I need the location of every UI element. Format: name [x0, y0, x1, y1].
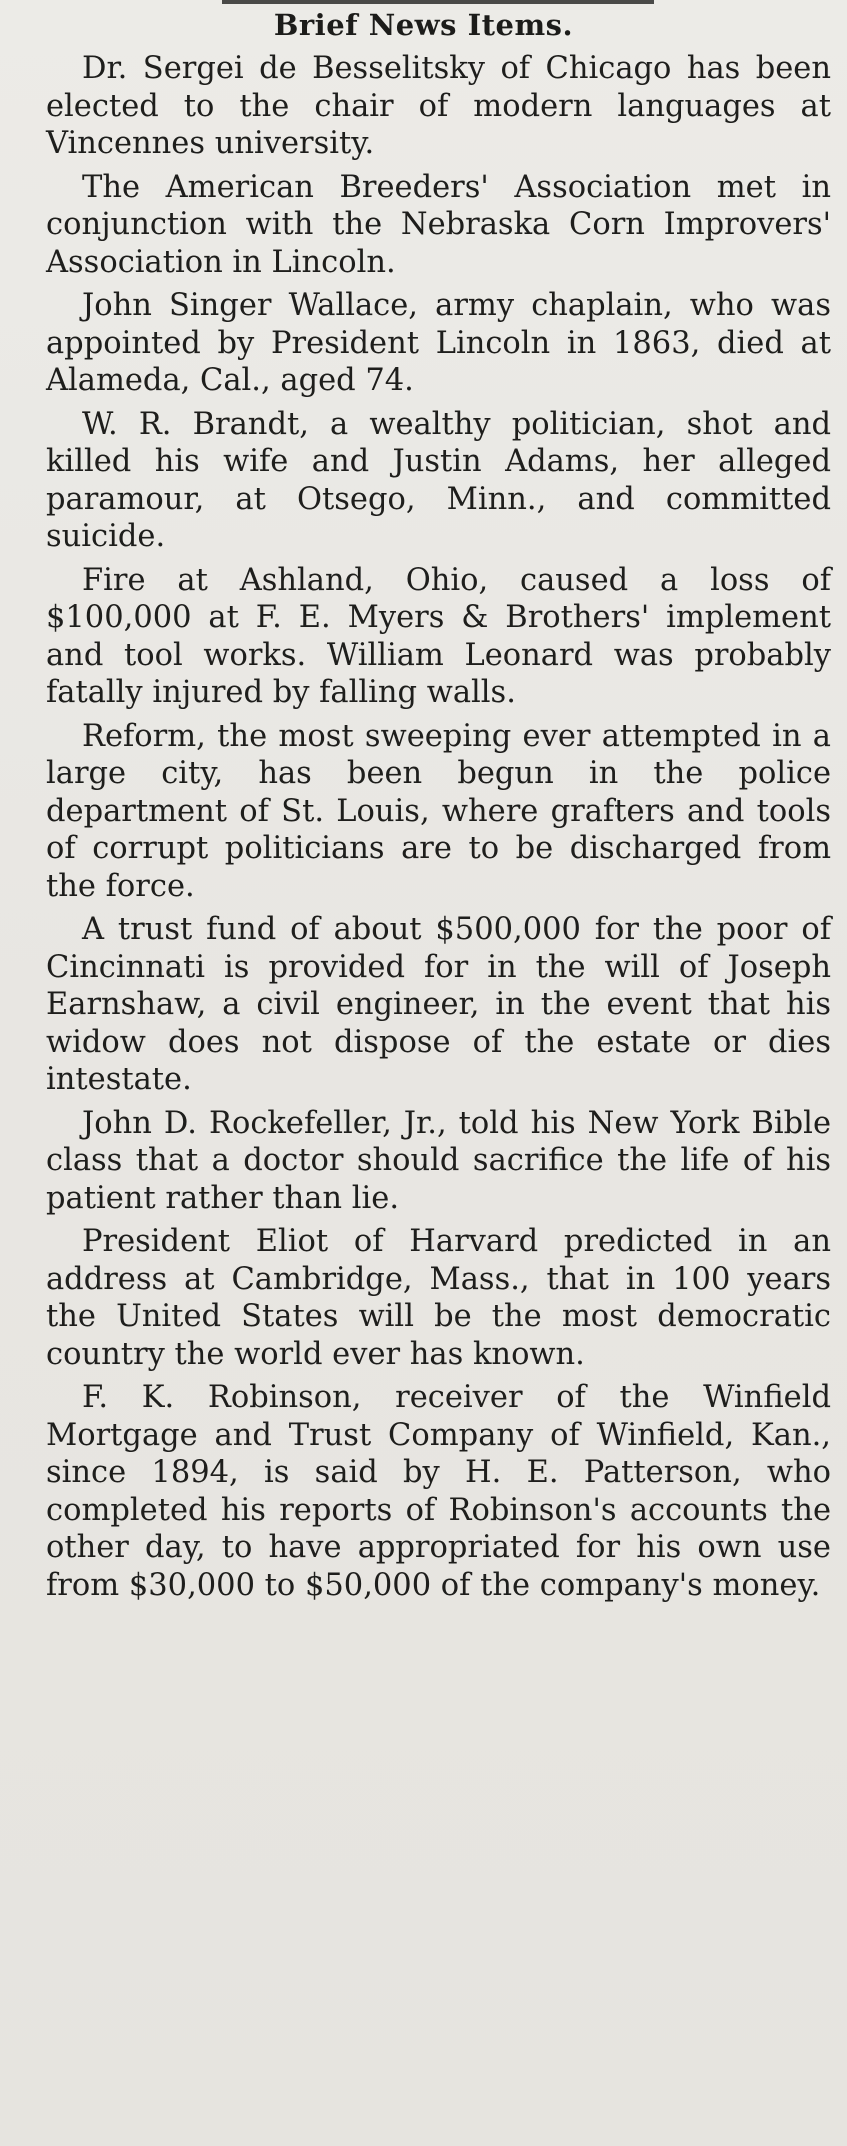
news-item: Fire at Ashland, Ohio, caused a loss of $100,000 at F. E. Myers & Brothers' implement and tool works. William Leonard was probably fatally injured by falling walls. [46, 562, 831, 710]
news-item: President Eliot of Harvard predicted in an address at Cambridge, Mass., that in 100 years the United States will be the most democratic country the world ever has known. [46, 1224, 831, 1372]
news-item: The American Breeders' Association met in conjunction with the Nebraska Corn Improvers' Association in Lincoln. [46, 169, 831, 280]
news-item: John Singer Wallace, army chaplain, who was appointed by President Lincoln in 1863, died at Alameda, Cal., aged 74. [46, 288, 831, 398]
news-item: A trust fund of about $500,000 for the poor of Cincinnati is provided for in the will of Joseph Earnshaw, a civil engineer, in the event that his widow does not dispose of the estate or dies intestate. [46, 912, 831, 1097]
news-item: John D. Rockefeller, Jr., told his New York Bible class that a doctor should sacrifice the life of his patient rather than lie. [46, 1105, 831, 1216]
headline: Brief News Items. [273, 8, 574, 42]
news-item: Dr. Sergei de Besselitsky of Chicago has been elected to the chair of modern languages at Vincennes university. [46, 51, 831, 161]
news-column [46, 50, 831, 1610]
news-item: W. R. Brandt, a wealthy politician, shot and killed his wife and Justin Adams, her alleged paramour, at Otsego, Minn., and committed suicide. [46, 406, 831, 554]
news-item: F. K. Robinson, receiver of the Winfield Mortgage and Trust Company of Winfield, Kan., since 1894, is said by H. E. Patterson, who completed his reports of Robinson's accounts the other day, to have appropriated for his own use from $30,000 to $50,000 of the company's money. [46, 1380, 831, 1603]
news-item: Reform, the most sweeping ever attempted in a large city, has been begun in the police department of St. Louis, where grafters and tools of corrupt politicians are to be discharged from the force. [46, 718, 831, 904]
top-rule [222, 0, 654, 4]
